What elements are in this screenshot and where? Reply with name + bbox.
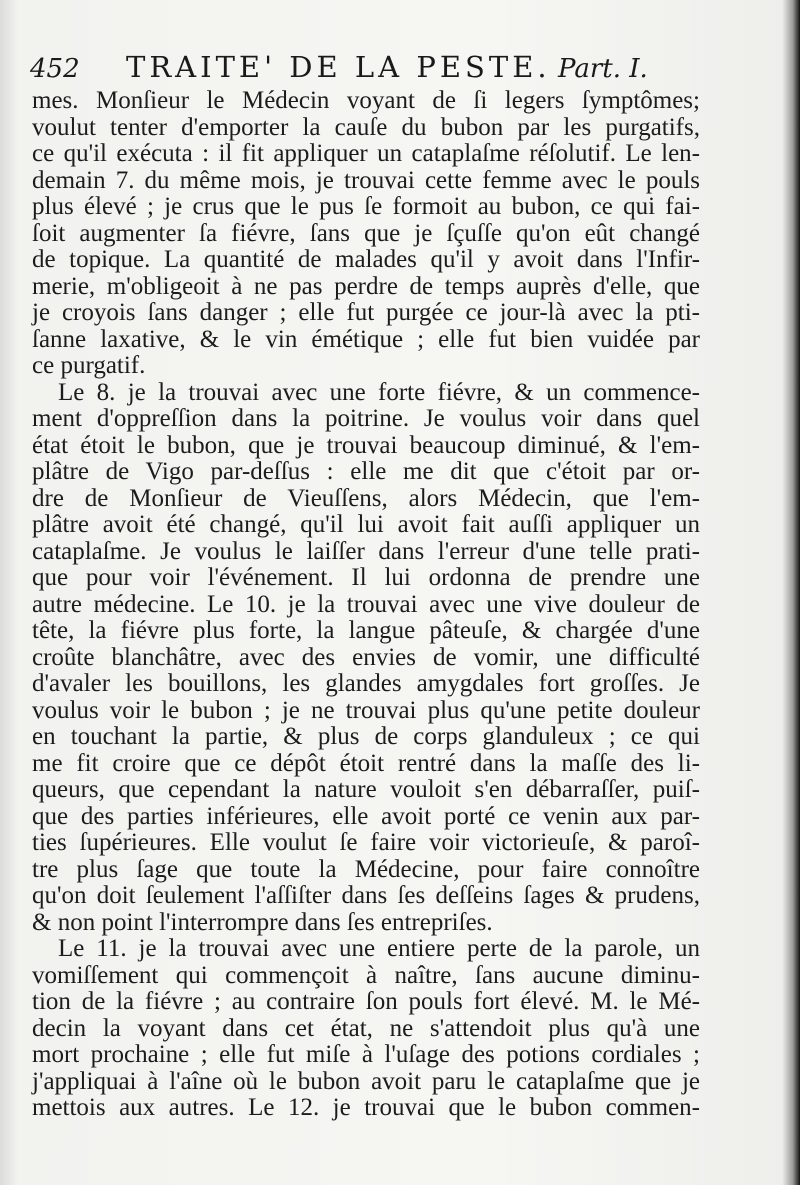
body-text — [32, 88, 700, 1122]
text-line: ſanne laxative, & le vin émétique ; elle fut bien vuidée par — [32, 325, 700, 353]
text-line: je croyois ſans danger ; elle fut purgée ce jour-là avec la pti- — [32, 299, 700, 326]
text-line: merie, m'obligeoit à ne pas perdre de temps auprès d'elle, que — [32, 272, 700, 300]
text-line: que pour voir l'événement. Il lui ordonna de prendre une — [32, 564, 700, 591]
text-line: dre de Monſieur de Vieuſſens, alors Médecin, que l'em- — [32, 484, 700, 512]
text-line: plus élevé ; je crus que le pus ſe formoit au bubon, ce qui fai- — [32, 193, 700, 220]
text-line: demain 7. du même mois, je trouvai cette femme avec le pouls — [32, 166, 700, 194]
running-part: Part. I. — [558, 54, 648, 84]
text-line: ſoit augmenter ſa fiévre, ſans que je ſçuſſe qu'on eût changé — [32, 219, 700, 247]
text-line: en touchant la partie, & plus de corps glanduleux ; ce qui — [32, 723, 700, 750]
text-line: tête, la fiévre plus forte, la langue pâteuſe, & chargée d'une — [32, 617, 700, 644]
text-line: tion de la fiévre ; au contraire ſon pouls fort élevé. M. le Mé- — [32, 988, 700, 1015]
page-edge-shadow — [782, 0, 800, 1185]
text-line: & non point l'interrompre dans ſes entrepriſes. — [32, 908, 493, 936]
text-line: plâtre de Vigo par-deſſus : elle me dit que c'étoit par or- — [32, 458, 700, 485]
text-line: plâtre avoit été changé, qu'il lui avoit fait auſſi appliquer un — [32, 511, 700, 538]
text-line: Le 11. je la trouvai avec une entiere perte de la parole, un — [58, 935, 700, 962]
text-line: tre plus ſage que toute la Médecine, pour faire connoître — [32, 855, 700, 883]
text-line: cataplaſme. Je voulus le laiſſer dans l'erreur d'une telle prati- — [32, 537, 700, 565]
text-line: croûte blanchâtre, avec des envies de vomir, une difficulté — [32, 643, 700, 671]
text-line: ties ſupérieures. Elle voulut ſe faire voir victorieuſe, & paroî- — [32, 829, 700, 856]
text-line: mes. Monſieur le Médecin voyant de ſi legers ſymptômes; — [32, 87, 700, 114]
text-line: j'appliquai à l'aîne où le bubon avoit paru le cataplaſme que je — [32, 1067, 700, 1095]
page-number: 452 — [30, 54, 80, 84]
text-line: d'avaler les bouillons, les glandes amygdales fort groſſes. Je — [32, 670, 700, 697]
text-line: ce purgatif. — [32, 352, 146, 379]
text-line: que des parties inférieures, elle avoit porté ce venin aux par- — [32, 802, 700, 830]
text-line: de topique. La quantité de malades qu'il y avoit dans l'Infir- — [32, 246, 700, 273]
text-line: état étoit le bubon, que je trouvai beaucoup diminué, & l'em- — [32, 431, 700, 459]
text-line: ment d'oppreſſion dans la poitrine. Je voulus voir dans quel — [32, 405, 700, 432]
text-line: voulus voir le bubon ; je ne trouvai plus qu'une petite douleur — [32, 696, 700, 724]
text-line: qu'on doit ſeulement l'aſſiſter dans ſes deſſeins ſages & prudens, — [32, 882, 700, 909]
text-line: voulut tenter d'emporter la cauſe du bubon par les purgatifs, — [32, 113, 700, 141]
text-line: mort prochaine ; elle fut miſe à l'uſage des potions cordiales ; — [32, 1041, 700, 1068]
text-line: me fit croire que ce dépôt étoit rentré dans la maſſe des li- — [32, 749, 700, 777]
running-head — [30, 48, 648, 88]
text-line: queurs, que cependant la nature vouloit s'en débarraſſer, puiſ- — [32, 776, 700, 803]
text-line: decin la voyant dans cet état, ne s'attendoit plus qu'à une — [32, 1014, 700, 1042]
text-line: ce qu'il exécuta : il fit appliquer un cataplaſme réſolutif. Le len- — [32, 140, 700, 167]
running-title: TRAITE' DE LA PESTE. — [126, 50, 551, 84]
text-line: mettois aux autres. Le 12. je trouvai que le bubon commen- — [32, 1094, 700, 1121]
text-line: Le 8. je la trouvai avec une forte fiévre, & un commence- — [58, 378, 700, 406]
text-line: autre médecine. Le 10. je la trouvai avec une vive douleur de — [32, 590, 700, 618]
text-line: vomiſſement qui commençoit à naître, ſans aucune diminu- — [32, 961, 700, 989]
